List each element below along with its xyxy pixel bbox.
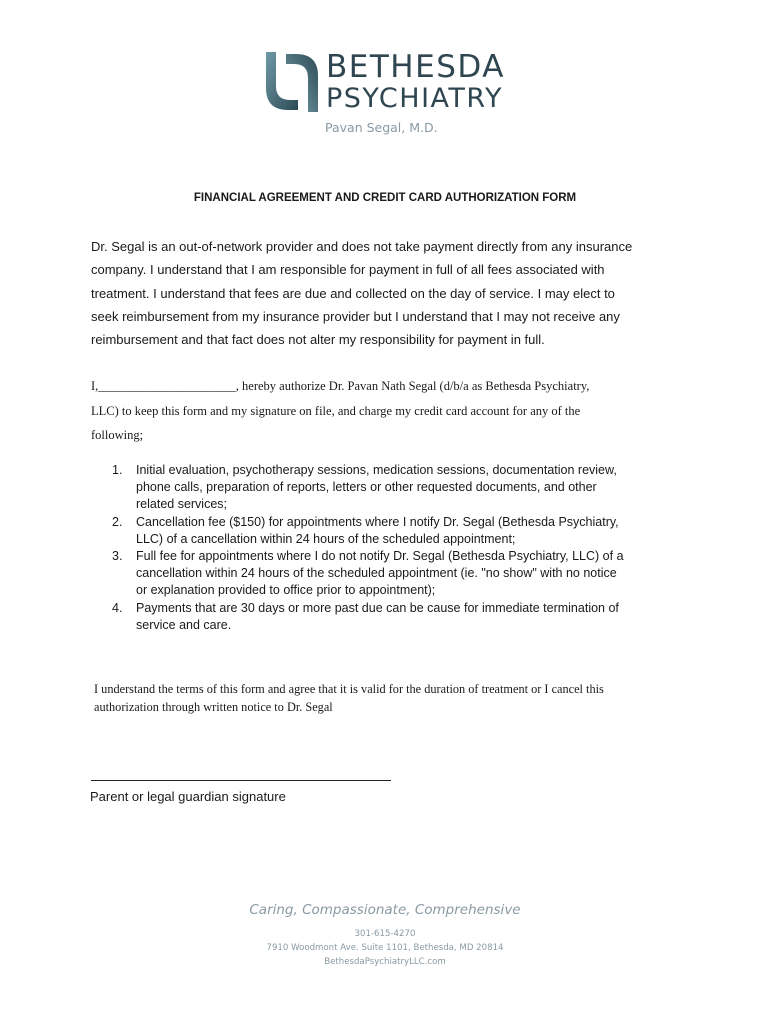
list-item-line: Initial evaluation, psychotherapy sessions, medication sessions, documentation review, [136,463,617,477]
footer-tagline: Caring, Compassionate, Comprehensive [249,902,521,918]
footer-phone: 301-615-4270 [354,929,416,939]
list-item-line: Full fee for appointments where I do not notify Dr. Segal (Bethesda Psychiatry, LLC) of a [136,549,624,564]
list-item-line: cancellation within 24 hours of the scheduled appointment (ie. "no show" with no notice [136,566,617,581]
footer-address: 7910 Woodmont Ave. Suite 1101, Bethesda, MD 20814 [266,943,504,953]
list-item [112,548,692,600]
list-item-line: LLC) of a cancellation within 24 hours of the scheduled appointment; [136,531,516,546]
list-item-number: 4. [112,600,123,615]
authorization-line: following; [91,428,144,442]
intro-paragraph [91,235,691,351]
intro-line: seek reimbursement from my insurance provider but I understand that I may not receive any [91,308,620,324]
charges-list [112,462,692,634]
list-item-number: 3. [112,549,123,564]
bethesda-psychiatry-logo-icon [262,50,322,114]
list-item-line: related services; [136,497,228,512]
list-item [112,600,692,634]
intro-line: treatment. I understand that fees are due and collected on the day of service. I may elect to [91,285,615,301]
agreement-line: I understand the terms of this form and agree that it is valid for the duration of treatment or I cancel this [94,682,604,696]
list-item-number: 2. [112,514,123,529]
agreement-paragraph [94,680,694,716]
list-item-line: phone calls, preparation of reports, letters or other requested documents, and other [136,480,597,495]
list-item-line: or explanation provided to office prior to appointment); [136,583,436,598]
list-item [112,514,692,548]
agreement-line: authorization through written notice to Dr. Segal [94,700,333,714]
intro-line: Dr. Segal is an out-of-network provider and does not take payment directly from any insurance [91,239,633,254]
doctor-name: Pavan Segal, M.D. [325,120,438,135]
signature-line[interactable] [91,780,391,781]
list-item-line: service and care. [136,617,232,632]
intro-line: reimbursement and that fact does not alter my responsibility for payment in full. [91,332,545,348]
footer-website: BethesdaPsychiatryLLC.com [324,957,446,967]
brand-name-line2: PSYCHIATRY [326,83,503,114]
signature-label: Parent or legal guardian signature [90,789,286,804]
list-item-number: 1. [112,463,123,477]
intro-line: company. I understand that I am responsible for payment in full of all fees associated with [91,262,605,278]
list-item-line: Cancellation fee ($150) for appointments where I notify Dr. Segal (Bethesda Psychiatry, [136,514,619,529]
list-item-line: Payments that are 30 days or more past due can be cause for immediate termination of [136,600,619,615]
authorization-paragraph [91,374,691,448]
brand-name-line1: BETHESDA [326,49,505,85]
authorization-line: LLC) to keep this form and my signature on file, and charge my credit card account for any of the [91,403,581,418]
list-item [112,462,692,514]
form-title: FINANCIAL AGREEMENT AND CREDIT CARD AUTHORIZATION FORM [193,192,577,204]
authorization-line-name-blank: I,______________________, hereby authorize Dr. Pavan Nath Segal (d/b/a as Bethesda Psychiatry, [91,379,590,393]
